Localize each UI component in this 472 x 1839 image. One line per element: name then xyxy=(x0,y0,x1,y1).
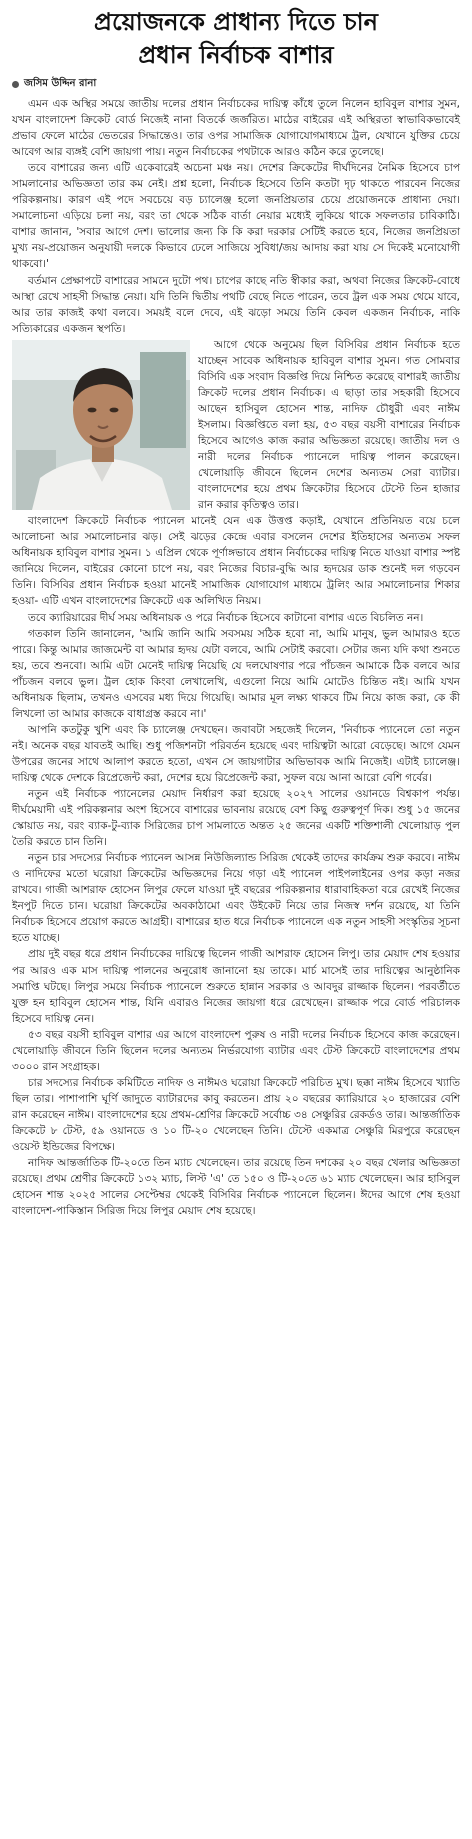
article-photo xyxy=(12,340,190,510)
paragraph: নতুন চার সদস্যের নির্বাচক প্যানেল আসন্ন নিউজিল্যান্ড সিরিজ থেকেই তাদের কার্যক্রম শুরু করবে। নাঈম ও নাদিফের মতো ঘরোয়া ক্রিকেটের অভিজ্ঞদের নিয়ে গড়া এই প্যানেল পাইপলাইনের ওপর কড়া নজর রাখবে। গাজী আশরাফ হোসেন লিপুর ফেলে যাওয়া দুই বছরের পরিকল্পনার ধারাবাহিকতা বরে রেখেই নিজের ইনপুট দিতে চান। ঘরোয়া ক্রিকেটের অবকাঠামো এবং উইকেট নিয়ে তার নিজস্ব দর্শন রয়েছে, যা তিনি নির্বাচক হিসেবে প্রয়োগ করতে আগ্রহী। বাশারের হাত ধরে নির্বাচক প্যানেলে এক নতুন সাহসী সংস্কৃতির সূচনা হতে যাচ্ছে। xyxy=(12,852,460,945)
paragraph: আগে থেকে অনুমেয় ছিল বিসিবির প্রধান নির্বাচক হতে যাচ্ছেন সাবেক অধিনায়ক হাবিবুল বাশার সুমন। গত সোমবার বিসিবি এক সংবাদ বিজ্ঞপ্তি দিয়ে নিশ্চিত করেছে বাশারই জাতীয় ক্রিকেট দলের প্রধান নির্বাচক। এ ছাড়া তার সহকারী হিসেবে আছেন হাসিবুল হোসেন শান্ত, নাদিফ চৌধুরী এবং নাঈম ইসলাম। বিজ্ঞপ্তিতে বলা হয়, ৫৩ বছর বয়সী বাশারের নির্বাচক হিসেবে আগেও কাজ করার অভিজ্ঞতা রয়েছে। জাতীয় দল ও নারী দলের নির্বাচক প্যানেলে দায়িত্ব পালন করেছেন। খেলোয়াড়ি জীবনে ছিলেন দেশের অন্যতম সেরা ব্যাটার। বাংলাদেশের হয়ে প্রথম ক্রিকেটার হিসেবে টেস্টে তিন হাজার রান করার কৃতিত্বও তার। xyxy=(198,338,460,512)
portrait-photo-icon xyxy=(12,340,190,510)
paragraph: ৫৩ বছর বয়সী হাবিবুল বাশার এর আগে বাংলাদেশ পুরুষ ও নারী দলের নির্বাচক হিসেবে কাজ করেছেন। খেলোয়াড়ি জীবনে তিনি ছিলেন দলের অন্যতম নির্ভরযোগ্য ব্যাটার এবং টেস্ট ক্রিকেটে বাংলাদেশের প্রথম ৩০০০ রান সংগ্রাহক। xyxy=(12,1028,460,1073)
author-name: জসিম উদ্দিন রানা xyxy=(24,78,97,89)
article-body xyxy=(12,96,460,1219)
paragraph: বর্তমান প্রেক্ষাপটে বাশারের সামনে দুটো পথ। চাপের কাছে নতি স্বীকার করা, অথবা নিজের ক্রিকেট-বোধে আস্থা রেখে সাহসী সিদ্ধান্ত নেয়া। যদি তিনি দ্বিতীয় পথটি বেছে নিতে পারেন, তবে ট্রল এক সময় থেমে যাবে, আর তার কাজই কথা বলবে। সময়ই বলে দেবে, এই ঝড়ো সময়ে তিনি কেবল একজন নির্বাচক, নাকি সত্যিকারের একজন স্থপতি। xyxy=(12,274,460,335)
headline-line-2: প্রধান নির্বাচক বাশার xyxy=(138,41,334,69)
bullet-icon xyxy=(12,81,19,88)
byline xyxy=(12,76,460,93)
paragraph: নাদিফ আন্তর্জাতিক টি-২০তে তিন ম্যাচ খেলেছেন। তার রয়েছে তিন দশকের ২০ বছর খেলার অভিজ্ঞতা রয়েছে। প্রথম শ্রেণীর ক্রিকেটে ১৩২ ম্যাচ, লিস্ট 'এ' তে ১৫০ ও টি-২০তে ৬১ ম্যাচ খেলেছেন। আর হাসিবুল হোসেন শান্ত ২০২৫ সালের সেপ্টেম্বর থেকেই বিসিবির নির্বাচক প্যানেলে ছিলেন। ঈদের আগে শেষ হওয়া বাংলাদেশ-পাকিস্তান সিরিজ দিয়ে লিপুর মেয়াদ শেষ হয়েছে। xyxy=(12,1157,460,1218)
paragraph: আপনি কতটুকু খুশি এবং কি চ্যালেঞ্জ দেখছেন। জবাবটা সহজেই দিলেন, 'নির্বাচক প্যানেলে তো নতুন নই। অনেক বছর যাবতই আছি। শুধু পজিশনটা পরিবর্তন হয়েছে এবং দায়িত্বটা আরো বেড়েছে। আগে যেমন উপরের জনের সাথে আলাপ করতে হতো, এখন সে জায়গাটার অভিভাবক আমি নিজেই। এটাই চ্যালেঞ্জ। দায়িত্ব থেকে দেশকে রিপ্রেজেন্ট করা, দেশের হয়ে রিপ্রেজেন্ট করা, সুফল বয়ে আনা আরো বেশি গর্বের। xyxy=(12,723,460,784)
paragraph: গতকাল তিনি জানালেন, 'আমি জানি আমি সবসময় সঠিক হবো না, আমি মানুষ, ভুল আমারও হতে পারে। কিন্তু আমার জাজমেন্ট বা আমার হৃদয় যেটা বলবে, আমি সেটাই করবো। সেটার জন্য যদি কথা শুনতে হয়, তবে শুনবো। আমি এটা মেনেই দায়িত্ব নিয়েছি যে দলঘোষণার পরে পাঁচজন আমাকে ঠিক বলবে আর পাঁচজন বলবে ভুল। ট্রল হোক কিংবা লেখালেখি, এগুলো নিয়ে আমি মোটেও চিন্তিত নই। আমি যখন অধিনায়ক ছিলাম, তখনও এসবের মধ্য দিয়ে গিয়েছি। আমার মূল লক্ষ্য থাকবে টিম নিয়ে কাজ করা, কে কী লিখলো তা আমার কাজকে বাধাগ্রস্ত করবে না।' xyxy=(12,627,460,720)
paragraph: চার সদস্যের নির্বাচক কমিটিতে নাদিফ ও নাঈমও ঘরোয়া ক্রিকেটে পরিচিত মুখ। ছক্কা নাঈম হিসেবে খ্যাতি ছিল তার। পাশাপাশি ঘূর্ণি জাদুতে ব্যাটারদের কাবু করতেন। প্রায় ২০ বছরের ক্যারিয়ারে ২০ হাজারের বেশি রান করেছেন নাঈম। বাংলাদেশের হয়ে প্রথম-শ্রেণির ক্রিকেটে সর্বোচ্চ ৩৪ সেঞ্চুরির রেকর্ডও তার। আন্তর্জাতিক ক্রিকেটে ৮ টেস্ট, ৫৯ ওয়ানডে ও ১০ টি-২০ খেলেছেন তিনি। টেস্টে একমাত্র সেঞ্চুরি মিরপুরে করেছেন ওয়েস্ট ইন্ডিজের বিপক্ষে। xyxy=(12,1076,460,1154)
paragraph: নতুন এই নির্বাচক প্যানেলের মেয়াদ নির্ধারণ করা হয়েছে ২০২৭ সালের ওয়ানডে বিশ্বকাপ পর্যন্ত। দীর্ঘমেয়াদী এই পরিকল্পনার অংশ হিসেবে বাশারের ভাবনায় রয়েছে বেশ কিছু গুরুত্বপূর্ণ দিক। শুধু ১৫ জনের স্কোয়াড নয়, বরং ব্যাক-টু-ব্যাক সিরিজের চাপ সামলাতে অন্তত ২৫ জনের একটি শক্তিশালী খেলোয়াড় পুল তৈরি করতে চান তিনি। xyxy=(12,788,460,849)
paragraph: এমন এক অস্থির সময়ে জাতীয় দলের প্রধান নির্বাচকের দায়িত্ব কাঁধে তুলে নিলেন হাবিবুল বাশার সুমন, যখন বাংলাদেশ ক্রিকেট বোর্ড নিজেই নানা বিতর্কে জর্জরিত। মাঠের বাইরের এই অস্থিরতা স্বাভাবিকভাবেই প্রভাব ফেলে মাঠের ভেতরের সিদ্ধান্তেও। তার ওপর সামাজিক যোগাযোগমাধ্যমে ট্রল, যেখানে যুক্তির চেয়ে আবেগ আর ব্যঙ্গই বেশি জায়গা পায়। নতুন নির্বাচকের পথটাকে আরও কঠিন করে তুলেছে। xyxy=(12,98,460,159)
paragraph: তবে ক্যারিয়ারের দীর্ঘ সময় অধিনায়ক ও পরে নির্বাচক হিসেবে কাটানো বাশার এতে বিচলিত নন। xyxy=(28,611,424,624)
paragraph: বাংলাদেশ ক্রিকেটে নির্বাচক প্যানেল মানেই যেন এক উত্তপ্ত কড়াই, যেখানে প্রতিনিয়ত বয়ে চলে আলোচনা আর সমালোচনার ঝড়। সেই ঝড়ের কেন্দ্রে এবার বসলেন দেশের ইতিহাসের অন্যতম সফল অধিনায়ক হাবিবুল বাশার সুমন। ১ এপ্রিল থেকে পূর্ণাঙ্গভাবে প্রধান নির্বাচকের দায়িত্ব নিতে যাওয়া বাশার স্পষ্ট জানিয়ে দিলেন, বাইরের কোনো চাপে নয়, বরং নিজের বিচার-বুদ্ধি আর হৃদয়ের ডাক শুনেই দল গড়বেন তিনি। বিসিবির প্রধান নির্বাচক হওয়া মানেই সামাজিক যোগাযোগ মাধ্যমে ট্রলিং আর সমালোচনার শিকার হওয়া- এটি এখন বাংলাদেশের ক্রিকেটে এক অলিখিত নিয়ম। xyxy=(12,515,460,608)
headline-line-1: প্রয়োজনকে প্রাধান্য দিতে চান xyxy=(94,8,378,36)
headline xyxy=(12,6,460,72)
paragraph: প্রায় দুই বছর ধরে প্রধান নির্বাচকের দায়িত্বে ছিলেন গাজী আশরাফ হোসেন লিপু। তার মেয়াদ শেষ হওয়ার পর আরও এক মাস দায়িত্ব পালনের অনুরোধ জানানো হয় তাকে। মার্চ মাসেই তার দায়িত্বের আনুষ্ঠানিক সমাপ্তি ঘটছে। লিপুর সময়ে নির্বাচক প্যানেলে শুরুতে হান্নান সরকার ও আবদুর রাজ্জাক ছিলেন। পরবর্তীতে যুক্ত হন হাবিবুল হোসেন শান্ত, যিনি এবারও নিজের জায়গা ধরে রেখেছেন। রাজ্জাক পরে বোর্ড পরিচালক হিসেবে দায়িত্ব নেন। xyxy=(12,948,460,1025)
paragraph: তবে বাশারের জন্য এটি একেবারেই অচেনা মঞ্চ নয়। দেশের ক্রিকেটের দীর্ঘদিনের নৈমিক হিসেবে চাপ সামলানোর অভিজ্ঞতা তার কম নেই। প্রশ্ন হলো, নির্বাচক হিসেবে তিনি কতটা দৃঢ় থাকতে পারবেন নিজের পরিকল্পনায়। কারণ এই পদে সবচেয়ে বড় চ্যালেঞ্জ হলো জনপ্রিয়তার চেয়ে প্রয়োজনকে প্রাধান্য দেয়া। সমালোচনা এড়িয়ে চলা নয়, বরং তা থেকে সঠিক বার্তা নেয়ার মধ্যেই লুকিয়ে থাকে সফলতার চাবিকাঠি। বাশার জানান, 'সবার আগে দেশ। ভালোর জন্য কি কি করা দরকার সেটিই করতে হবে, নিজের জনপ্রিয়তা মুখ্য নয়-প্রয়োজন অনুযায়ী দলকে কিভাবে ঢেলে সাজিয়ে সুবিধা/জয় আদায় করা যায় সে দিকেই মনোযোগী থাকবো।' xyxy=(12,162,460,271)
